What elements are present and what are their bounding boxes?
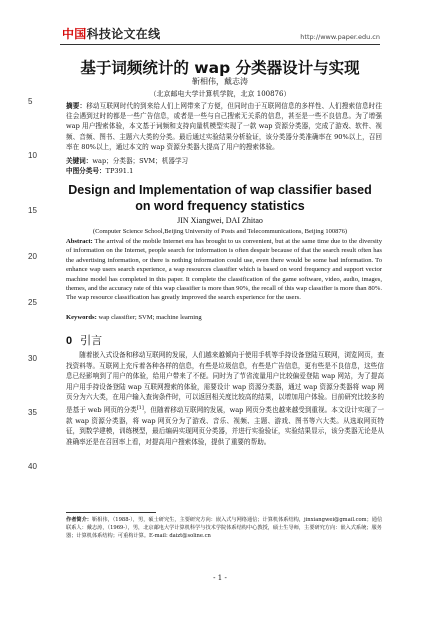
keywords-zh bbox=[66, 156, 382, 166]
footnote-text: 靳相伟，（1988-），男，硕士研究生，主要研究方向：嵌入式与网络通信；计算机体系结构，jinxiangwei@gmail.com；通信联系人：戴志涛，（1969-），男，北京邮电大学计算机科学与技术学院体系结构中心教授，硕士生导师，主要研究方向：嵌入式系统；服务器；计算机体系结构；可重构计算。E-mail: daizt@soline.cn bbox=[66, 517, 383, 539]
paper-title-en: Design and Implementation of wap classifier based on word frequency statistics bbox=[68, 183, 372, 213]
abstract-en-text: The arrival of the mobile Internet era has brought to us convenient, but at the same time due to the diversity of information on the Internet, people search for information is often despair because of that the search result often has the advertising information, or there is nothing information could use, even there would be some bad information. To enhance wap users search experience, a wap resources classifier which is based on word frequency and support vector machine model has completed in this paper. It complete the classification of the game software, video, audio, images, themes, and the accuracy rate of this wap classifier is more than 90%, the recall of this wap classifier is more than 80%. The wap resource classification has greatly improved the search experience for the users. bbox=[66, 238, 383, 302]
keywords-en-text: wap classifier; SVM; machine learning bbox=[98, 314, 202, 321]
authors-en: JIN Xiangwei, DAI Zhitao bbox=[177, 216, 263, 225]
affiliation-zh: （北京邮电大学计算机学院，北京 100876） bbox=[149, 90, 291, 98]
keywords-zh-label: 关键词： bbox=[66, 157, 93, 165]
header-divider bbox=[60, 44, 380, 45]
clc-text: TP391.1 bbox=[105, 167, 134, 175]
line-number: 15 bbox=[28, 206, 37, 215]
site-logo bbox=[62, 25, 160, 42]
line-number: 25 bbox=[28, 298, 37, 307]
clc-number bbox=[66, 166, 382, 176]
abstract-zh-text: 移动互联网时代的到来给人们上网带来了方便，但同时由于互联网信息的多样性、人们搜索信息时往往会遇到过时的都是一些广告信息，或者是一些与自己搜索无关系的信息，甚至是一些不良信息。为了增强 wap 用户搜索体验，本文基于词频和支持向量机模型实现了一款 wap 资源分类器，完成了游戏、软件、视频、音频、图书、主题六大类的分类。最后通过实验结果分析验证，该分类器分类准确率在 90%以上，召回率在 80%以上，通过本文的 wap 资源分类器大提高了用户的搜索体验。 bbox=[66, 102, 383, 151]
abstract-zh bbox=[66, 101, 382, 152]
keywords-en-label: Keywords: bbox=[66, 314, 97, 321]
page-number: - 1 - bbox=[213, 574, 227, 582]
header-url[interactable]: http://www.paper.edu.cn bbox=[300, 33, 380, 41]
footnote-divider bbox=[66, 512, 156, 513]
body-text-part-1: 随着嵌入式设备和移动互联网的发展，人们越来越倾向于使用手机等手持设备登陆互联网，浏览网页，查找资料等。互联网上充斥着各种各样的信息，有些是垃圾信息，有些是广告信息，更有些是不良信息，这些信息已经影响到了用户的体验，给用户带来了不便。同时为了节省流量用户比较偏爱登陆 wap 网站，为了提高用户用手持设备登陆 wap 互联网搜索的体验，需要设计 wap 资源分类器，通过 wap 资源分类器将 wap 网页分为六大类，在用户输入查询条件时，可以返回相关度比较高的结果，以增加用户体验。目前研究比较多的是基于 web 网页的分类 bbox=[66, 351, 384, 415]
line-number: 5 bbox=[28, 97, 33, 106]
line-number: 10 bbox=[28, 151, 37, 160]
authors-zh: 靳相伟，戴志涛 bbox=[192, 77, 248, 86]
line-number: 20 bbox=[28, 252, 37, 261]
logo-part-1: 中国 bbox=[62, 27, 87, 41]
body-text-part-2: ，但随着移动互联网的发展，wap 网页分类也越来越受到重视。本文设计实现了一款 wap 资源分类器，将 wap 网页分为了游戏、音乐、视频、主题、游戏、图书等六大类。从选取网页特征，到数学建模，训练模型，最后编码实现网页分类器，并进行实验验证，实验结果显示，该分类器无论是从准确率还是在召回率上看，对提高用户搜索体验，提供了重要的帮助。 bbox=[66, 406, 384, 446]
affiliation-en: (Computer Science School,Beijing University of Posts and Telecommunications, Beijing 100876) bbox=[92, 228, 348, 235]
line-number: 30 bbox=[28, 354, 37, 363]
logo-part-2: 科技论文在线 bbox=[86, 27, 161, 41]
clc-label: 中图分类号： bbox=[66, 167, 106, 175]
author-footnote bbox=[66, 516, 384, 540]
section-title: 引言 bbox=[80, 334, 103, 347]
abstract-en bbox=[66, 237, 382, 303]
abstract-en-label: Abstract: bbox=[66, 238, 93, 245]
section-number: 0 bbox=[66, 335, 73, 347]
line-number: 40 bbox=[28, 462, 37, 471]
footnote-label: 作者简介： bbox=[66, 517, 92, 523]
keywords-en bbox=[66, 313, 382, 322]
abstract-zh-label: 摘要： bbox=[66, 102, 87, 110]
keywords-zh-text: wap；分类器；SVM；机器学习 bbox=[92, 157, 189, 165]
body-paragraph bbox=[66, 350, 384, 448]
paper-title-zh: 基于词频统计的 wap 分类器设计与实现 bbox=[80, 59, 360, 77]
line-number: 35 bbox=[28, 408, 37, 417]
section-heading bbox=[66, 332, 102, 348]
citation-ref[interactable]: [1] bbox=[136, 404, 144, 411]
